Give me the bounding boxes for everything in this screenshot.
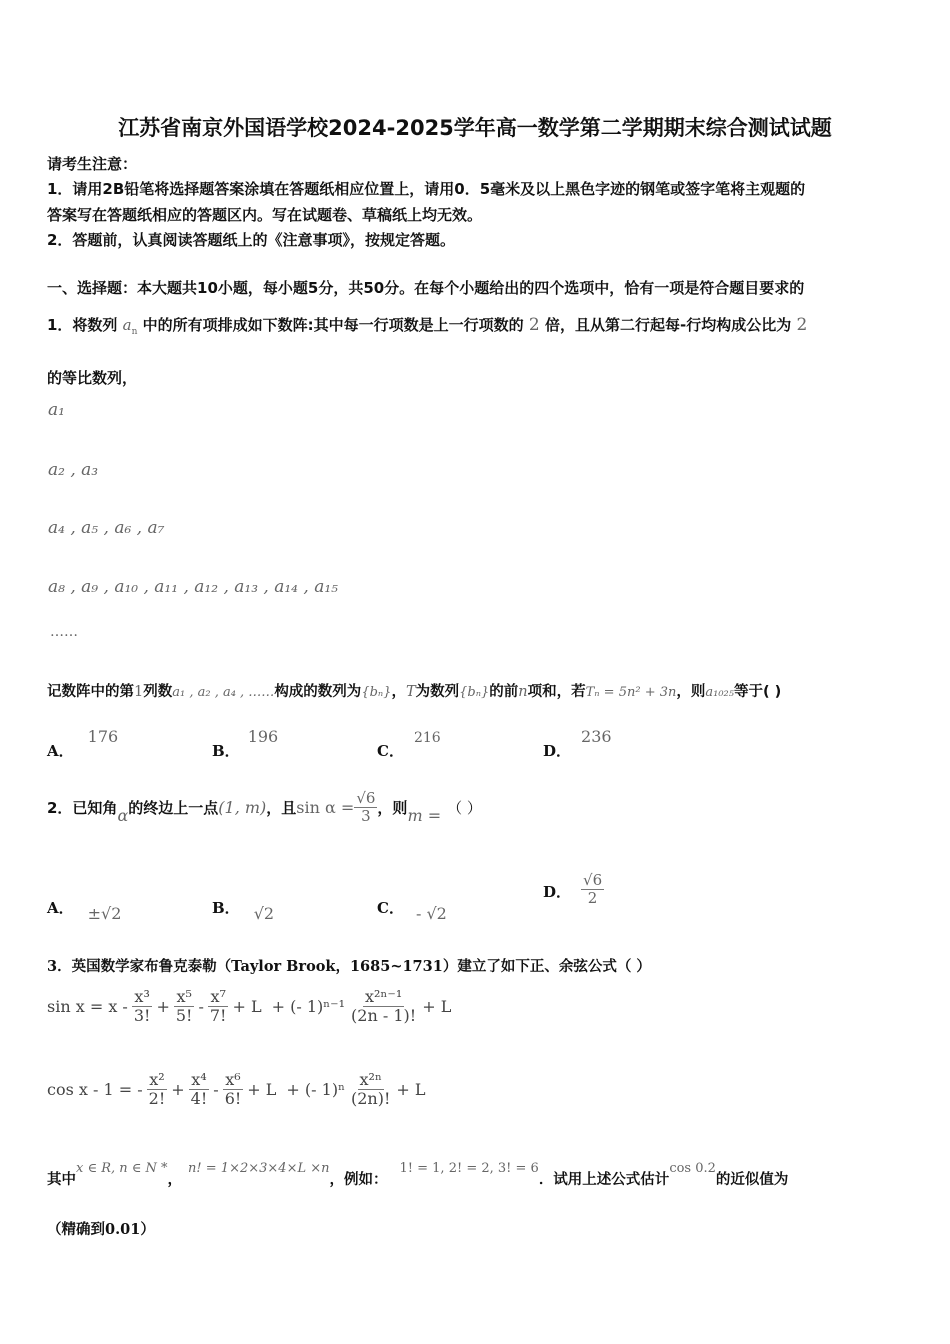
q2-option-b-value: √2 — [253, 904, 275, 923]
q3-cos-term-1 — [147, 1071, 168, 1107]
q1-bn2: {bₙ} — [459, 685, 490, 700]
q3-cos-term-2 — [189, 1071, 210, 1107]
notice-line-1: 1．请用2B铅笔将选择题答案涂填在答题纸相应位置上，请用0．5毫米及以上黑色字迹的钢笔或签字笔将主观题的 — [47, 180, 806, 198]
q1-text1: 中的所有项排成如下数阵:其中每一行项数是上一行项数的 — [142, 316, 524, 334]
q2-option-d[interactable] — [543, 872, 604, 906]
q3-where-a: 其中 — [47, 1172, 76, 1188]
q1-n: n — [518, 684, 528, 700]
q3-sin-term-2-num: x⁵ — [176, 987, 192, 1006]
q3-sin-term-2-den: 5! — [175, 1005, 193, 1025]
q1-stem-f: 的前 — [489, 684, 519, 700]
q1-T: T — [405, 684, 416, 700]
q3-cos-term-3 — [223, 1071, 244, 1107]
q1-option-d[interactable] — [543, 726, 612, 760]
q3-cos02: cos 0.2 — [669, 1161, 716, 1176]
q3-cos-lhs: cos x - 1 = - — [47, 1079, 143, 1099]
section-heading: 一、选择题：本大题共10小题，每小题5分，共50分。在每个小题给出的四个选项中，恰有一项是符合题目要求的 — [47, 279, 805, 297]
notice-line-2: 2．答题前，认真阅读答题纸上的《注意事项》，按规定答题。 — [47, 231, 455, 249]
q1-stem-line3 — [47, 680, 781, 701]
q3-cos-general: + (- 1)ⁿ — [286, 1079, 345, 1099]
q3-where-c: ，例如： — [329, 1172, 388, 1188]
q3-sin-term-1 — [132, 988, 153, 1024]
q2-option-c[interactable] — [377, 897, 447, 923]
q1-one: 1 — [134, 684, 144, 700]
q1-array-row-4: a₈ , a₉ , a₁₀ , a₁₁ , a₁₂ , a₁₃ , a₁₄ , a₁₅ — [48, 577, 338, 597]
q1-option-b-label: B． — [212, 742, 240, 760]
q2-option-a-value: ±√2 — [87, 904, 122, 923]
q3-cos-formula: cos x - 1 = - $\frac{\text{x²}}{2!}$ + $\frac{\text{x⁴}}{4!}$ - $\frac{\text{x⁶}}{6!}$ + L + (- 1)ⁿ $\frac{\text{x²ⁿ}}{(2n)!}$ + L — [47, 1070, 426, 1108]
q1-option-c-label: C． — [377, 742, 404, 760]
q3-sin-general: + (- 1)ⁿ⁻¹ — [271, 996, 346, 1016]
q2-frac-den: 3 — [361, 806, 371, 825]
q2-option-b-label: B． — [212, 899, 240, 917]
q2-alpha: α — [117, 805, 129, 825]
q1-stem-c: 构成的数列为 — [274, 684, 362, 700]
q3-where-b: ， — [167, 1172, 183, 1188]
q2-paren: （ ） — [447, 798, 482, 817]
q1-two: 2 — [528, 315, 540, 335]
q3-cos-plus-l-2: + L — [396, 1079, 426, 1099]
q3-factorial-def: n! = 1×2×3×4×L ×n — [188, 1161, 330, 1176]
q2-stem — [47, 790, 482, 824]
q3-sin-term-1-den: 3! — [133, 1005, 151, 1025]
q3-precision: （精确到0.01） — [47, 1221, 155, 1238]
notice-line-1b: 答案写在答题纸相应的答题区内。写在试题卷、草稿纸上均无效。 — [47, 206, 483, 224]
q1-stem-line1 — [47, 314, 807, 337]
q1-stem-d: ， — [391, 684, 406, 700]
q2-text1: 的终边上一点 — [128, 798, 219, 817]
q1-array-row-3: a₄ , a₅ , a₆ , a₇ — [48, 518, 165, 538]
q1-option-c[interactable] — [377, 726, 441, 760]
q1-stem-i: 等于( ) — [733, 684, 782, 700]
q1-Tn: Tₙ = 5n² + 3n — [585, 685, 677, 700]
q3-sin-term-3-den: 7! — [209, 1005, 227, 1025]
q3-cos-term-2-den: 4! — [190, 1088, 208, 1108]
q3-sin-term-3 — [208, 988, 229, 1024]
q3-sin-general-den: (2n - 1)! — [351, 1005, 417, 1025]
q2-fraction — [354, 790, 377, 824]
q3-examples: 1! = 1, 2! = 2, 3! = 6 — [399, 1161, 539, 1176]
page-title: 江苏省南京外国语学校2024-2025学年高一数学第二学期期末综合测试试题 — [118, 116, 832, 140]
q3-sin-general-frac — [349, 988, 418, 1024]
q1-stem-e: 为数列 — [415, 684, 460, 700]
q1-col-terms: a₁ , a₂ , a₄ , …… — [172, 685, 275, 700]
q1-stem-g: 项和，若 — [527, 684, 586, 700]
q3-sin-term-1-num: x³ — [134, 987, 150, 1006]
q3-cos-term-1-num: x² — [149, 1070, 165, 1089]
q3-cos-general-num: x²ⁿ — [359, 1070, 382, 1089]
q1-array-ellipsis: …… — [50, 624, 78, 640]
q3-where-line — [47, 1158, 789, 1188]
q2-prefix: 2．已知角 — [47, 798, 118, 817]
q3-cos-general-frac — [349, 1071, 392, 1107]
q1-text2: 倍，且从第二行起每-行均构成公比为 — [544, 316, 792, 334]
q1-stem-line2: 的等比数列， — [47, 369, 138, 387]
q2-option-c-label: C． — [377, 899, 404, 917]
q3-sin-plus-l: + L — [232, 996, 262, 1016]
q2-option-d-num: √6 — [583, 871, 603, 889]
q3-cos-general-den: (2n)! — [351, 1088, 391, 1108]
q1-stem-b: 列数 — [143, 684, 173, 700]
q3-sin-term-3-num: x⁷ — [210, 987, 226, 1006]
q3-cos-term-2-num: x⁴ — [191, 1070, 207, 1089]
q2-option-d-den: 2 — [587, 888, 598, 907]
q3-where-math: x ∈ R, n ∈ N * — [76, 1161, 168, 1176]
q1-option-b[interactable] — [212, 726, 279, 760]
q1-option-a[interactable] — [47, 726, 119, 760]
q2-m: m = — [407, 805, 442, 825]
q3-sin-general-num: x²ⁿ⁻¹ — [365, 987, 403, 1006]
q1-stem-h: ，则 — [676, 684, 706, 700]
q1-array-row-2: a₂ , a₃ — [48, 460, 99, 480]
q2-option-c-value: - √2 — [415, 904, 447, 923]
q1-array-row-1: a₁ — [48, 400, 65, 420]
q3-cos-term-1-den: 2! — [148, 1088, 166, 1108]
q2-frac-num: √6 — [356, 789, 376, 807]
q1-stem-a: 记数阵中的第 — [47, 684, 134, 700]
q1-option-c-value: 216 — [413, 730, 441, 746]
q1-prefix: 1．将数列 — [47, 316, 118, 334]
q3-where-e: 的近似值为 — [715, 1172, 789, 1188]
q2-text3: ，则 — [377, 798, 408, 817]
q2-sin: sin α = — [296, 797, 355, 817]
q3-sin-term-2 — [174, 988, 195, 1024]
q1-option-d-value: 236 — [581, 727, 612, 746]
notice-heading: 请考生注意： — [47, 155, 138, 173]
q1-option-a-label: A． — [47, 742, 74, 760]
q1-bn: {bₙ} — [361, 685, 392, 700]
q3-sin-formula: sin x = x - $\frac{\text{x³}}{3!}$ + $\frac{\text{x⁵}}{5!}$ - $\frac{\text{x⁷}}{7!}$ + L + (- 1)ⁿ⁻¹ $\frac{\text{x²ⁿ⁻¹}}{(2n - 1)!}$ + L — [47, 987, 452, 1025]
q3-where-d: ．试用上述公式估计 — [538, 1172, 670, 1188]
q2-option-b[interactable] — [212, 897, 275, 923]
q1-two2: 2 — [796, 315, 808, 335]
q1-option-a-value: 176 — [87, 727, 119, 746]
q3-cos-term-3-num: x⁶ — [225, 1070, 241, 1089]
q1-seq-an: $a_n$ — [122, 316, 138, 337]
q2-option-a-label: A． — [47, 899, 74, 917]
q3-stem: 3．英国数学家布鲁克泰勒（Taylor Brook，1685~1731）建立了如下正、余弦公式（ ） — [47, 958, 651, 975]
q2-option-d-fraction — [581, 872, 604, 906]
q2-option-d-label: D． — [543, 882, 572, 901]
q2-text2: ，且 — [266, 798, 297, 817]
q1-option-b-value: 196 — [247, 727, 279, 746]
q3-cos-term-3-den: 6! — [224, 1088, 242, 1108]
q3-sin-plus-l-2: + L — [422, 996, 452, 1016]
q2-option-a[interactable] — [47, 897, 122, 923]
q1-option-d-label: D． — [543, 742, 572, 760]
q3-sin-lhs: sin x = x - — [47, 996, 128, 1016]
q1-a1025: a₁₀₂₅ — [705, 685, 734, 700]
q2-point: (1, m) — [218, 797, 267, 817]
q3-cos-plus-l: + L — [247, 1079, 277, 1099]
